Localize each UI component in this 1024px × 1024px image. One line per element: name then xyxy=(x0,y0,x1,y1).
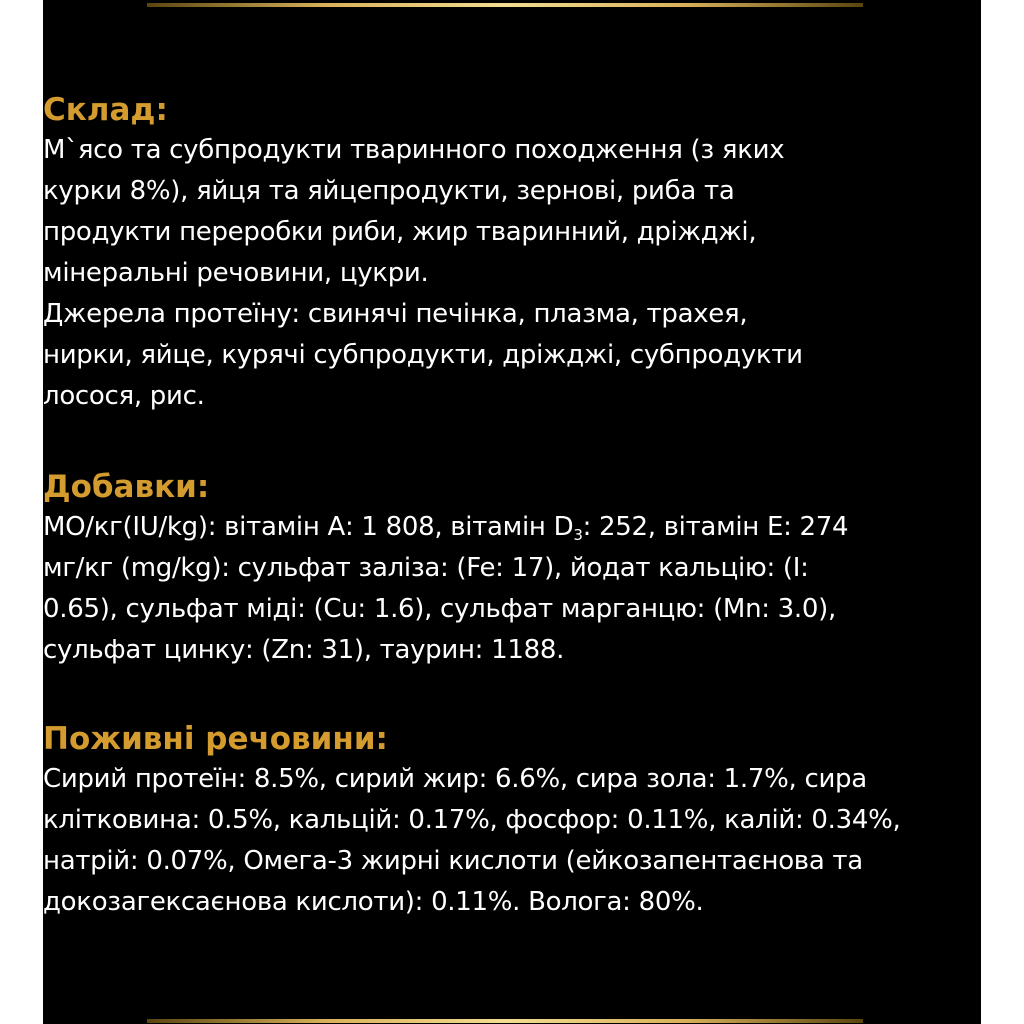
nutrients-line: натрій: 0.07%, Омега-3 жирні кислоти (ейкозапентаєнова та xyxy=(43,846,863,876)
additives-line: 0.65), сульфат міді: (Cu: 1.6), сульфат марганцю: (Mn: 3.0), xyxy=(43,594,836,624)
composition-section xyxy=(43,90,981,417)
additives-text xyxy=(43,507,981,671)
nutrients-line: докозагексаєнова кислоти): 0.11%. Волога: 80%. xyxy=(43,887,704,917)
protein-sources-line: лосося, рис. xyxy=(43,381,205,411)
label-panel xyxy=(43,0,981,1024)
composition-line: продукти переробки риби, жир тваринний, дріжджі, xyxy=(43,217,757,247)
vitamins-text-continued: : 252, вітамін Е: 274 xyxy=(582,512,849,542)
additives-section xyxy=(43,467,981,671)
nutrients-line: Сирий протеїн: 8.5%, сирий жир: 6.6%, сира зола: 1.7%, сира xyxy=(43,764,867,794)
additives-line xyxy=(43,507,981,548)
composition-line: мінеральні речовини, цукри. xyxy=(43,258,429,288)
protein-sources-line: нирки, яйце, курячі субпродукти, дріжджі, субпродукти xyxy=(43,340,803,370)
composition-line: курки 8%), яйця та яйцепродукти, зернові, риба та xyxy=(43,176,735,206)
protein-sources-line: Джерела протеїну: свинячі печінка, плазма, трахея, xyxy=(43,299,748,329)
composition-heading: Склад: xyxy=(43,92,168,128)
additives-heading: Добавки: xyxy=(43,469,210,505)
nutrients-heading: Поживні речовини: xyxy=(43,721,388,757)
bottom-gold-divider xyxy=(147,1019,863,1023)
vitamins-text: МО/кг(IU/kg): вітамін А: 1 808, вітамін D xyxy=(43,512,574,542)
top-gold-divider xyxy=(147,3,863,7)
vitamin-d-subscript: 3 xyxy=(573,526,583,544)
nutrients-section xyxy=(43,719,981,923)
additives-line: сульфат цинку: (Zn: 31), таурин: 1188. xyxy=(43,635,565,665)
additives-line: мг/кг (mg/kg): сульфат заліза: (Fe: 17), йодат кальцію: (I: xyxy=(43,553,809,583)
composition-line: М`ясо та субпродукти тваринного походження (з яких xyxy=(43,135,785,165)
nutrients-line: клітковина: 0.5%, кальцій: 0.17%, фосфор: 0.11%, калій: 0.34%, xyxy=(43,805,901,835)
nutrients-text xyxy=(43,759,981,923)
composition-text xyxy=(43,130,981,417)
